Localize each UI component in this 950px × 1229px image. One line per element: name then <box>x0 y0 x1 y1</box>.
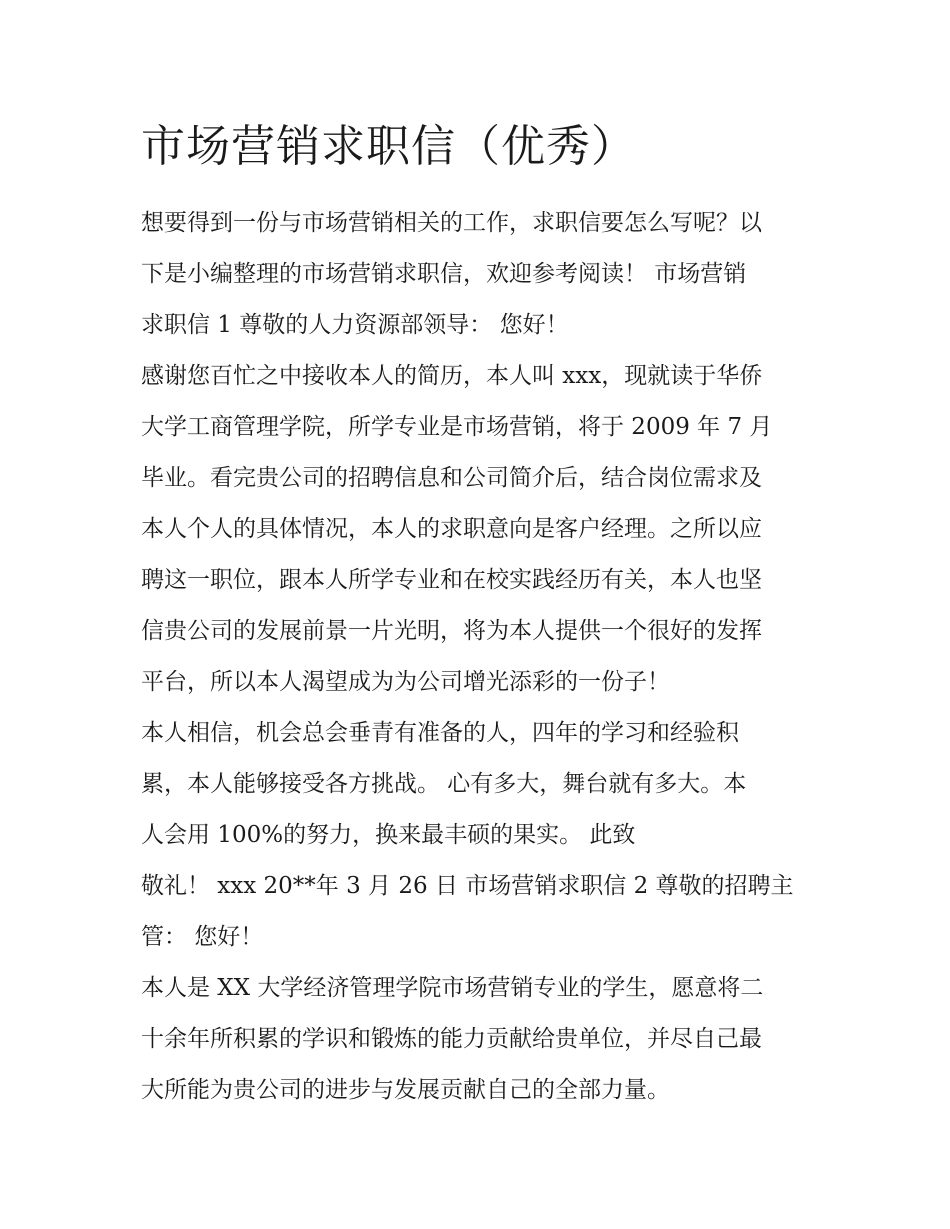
body-line: 大所能为贵公司的进步与发展贡献自己的全部力量。 <box>141 1077 670 1103</box>
body-line: 感谢您百忙之中接收本人的简历，本人叫 xxx，现就读于华侨 <box>141 363 763 389</box>
body-line: 下是小编整理的市场营销求职信，欢迎参考阅读！ 市场营销 <box>141 261 747 287</box>
body-line: 本人个人的具体情况，本人的求职意向是客户经理。之所以应 <box>141 516 762 542</box>
body-line: 敬礼！ xxx 20**年 3 月 26 日 市场营销求职信 2 尊敬的招聘主 <box>141 873 794 899</box>
document-title: 市场营销求职信（优秀） <box>141 121 636 172</box>
body-line: 信贵公司的发展前景一片光明，将为本人提供一个很好的发挥 <box>141 618 762 644</box>
body-line: 本人是 XX 大学经济管理学院市场营销专业的学生，愿意将二 <box>141 975 764 1001</box>
body-line: 十余年所积累的学识和锻炼的能力贡献给贵单位，并尽自己最 <box>141 1026 762 1052</box>
body-line: 平台，所以本人渴望成为为公司增光添彩的一份子！ <box>141 669 670 695</box>
body-line: 管： 您好！ <box>141 924 264 950</box>
body-line: 人会用 100%的努力，换来最丰硕的果实。 此致 <box>141 822 636 848</box>
body-line: 聘这一职位，跟本人所学专业和在校实践经历有关，本人也坚 <box>141 567 762 593</box>
document-body <box>141 112 821 1116</box>
body-line: 本人相信，机会总会垂青有准备的人，四年的学习和经验积 <box>141 720 739 746</box>
body-line: 求职信 1 尊敬的人力资源部领导： 您好！ <box>141 312 569 338</box>
body-line: 想要得到一份与市场营销相关的工作，求职信要怎么写呢？以 <box>141 210 762 236</box>
body-line: 大学工商管理学院，所学专业是市场营销，将于 2009 年 7 月 <box>141 414 773 440</box>
body-line: 毕业。看完贵公司的招聘信息和公司简介后，结合岗位需求及 <box>141 465 762 491</box>
body-line: 累，本人能够接受各方挑战。 心有多大，舞台就有多大。本 <box>141 771 747 797</box>
